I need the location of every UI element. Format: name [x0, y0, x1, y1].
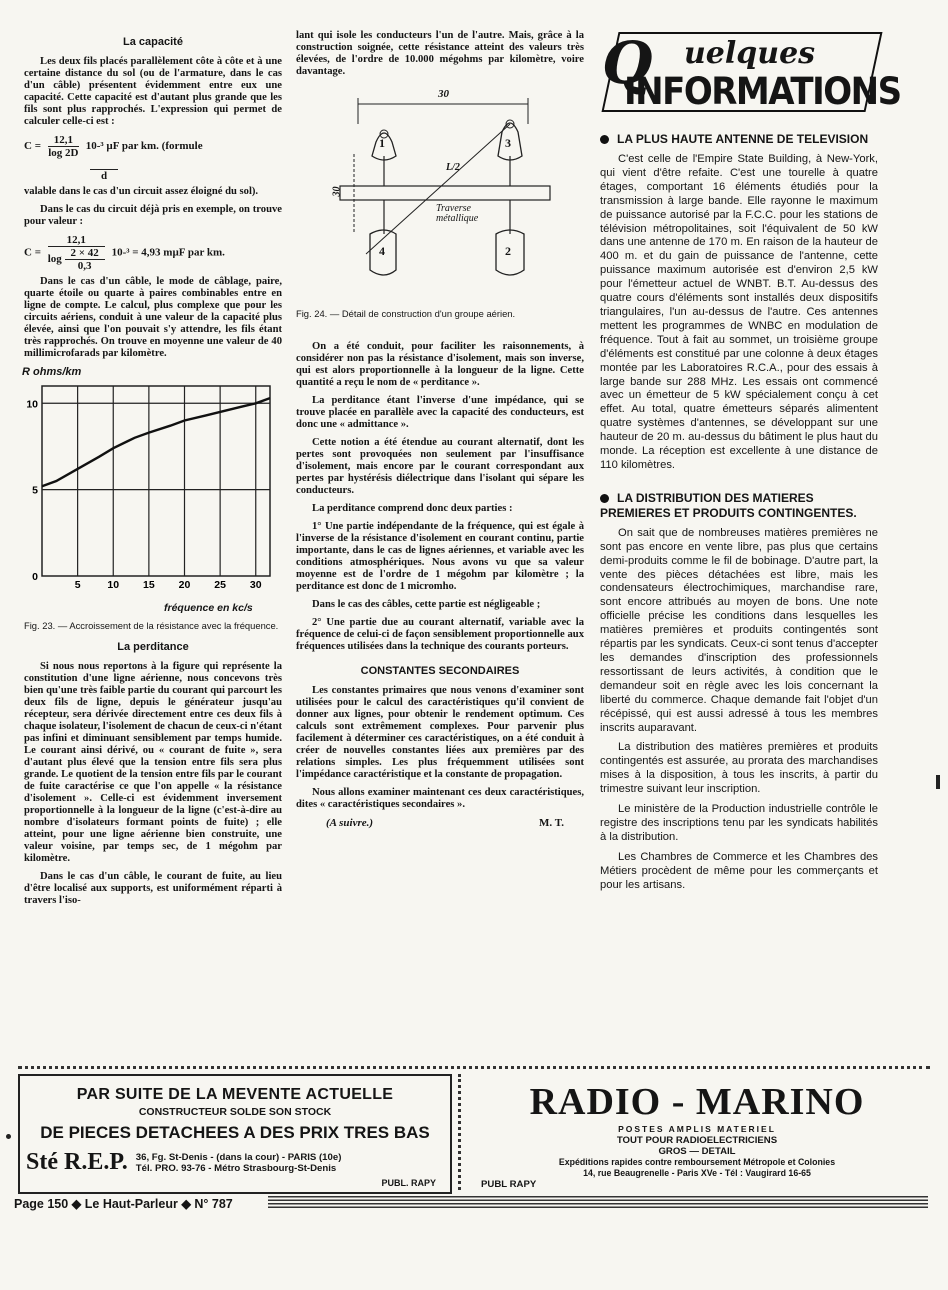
paragraph: valable dans le cas d'un circuit assez éloigné du sol). [24, 186, 259, 197]
chart-svg [24, 366, 282, 616]
y-tick-label: 10 [26, 398, 38, 411]
ad-radio-marino: RADIO - MARINO POSTES AMPLIS MATERIEL TOUT POUR RADIOELECTRICIENS GROS — DETAIL Expéditions rapides contre remboursement Métropole et Colonies 14, rue Beaugrenelle - Paris XVe - Tél : Vaugirard 16-65 PUBL RAPY [458, 1074, 933, 1190]
plot-frame [42, 386, 270, 576]
edge-mark [936, 775, 940, 789]
dotted-separator [18, 1066, 930, 1069]
series-line [42, 398, 270, 486]
y-tick-label: 0 [32, 571, 38, 583]
paragraph: Cette notion a été étendue au courant alternatif, dont les pertes sont provoquées non seulement par l'insuffisance d'isolement, mais encore par le courant correspondant aux pertes par hystérésis diélectrique dans l'isolant qui sépare les conducteurs. [296, 437, 584, 496]
resistance-graph [24, 366, 282, 616]
ad-rep: PAR SUITE DE LA MEVENTE ACTUELLE CONSTRUCTEUR SOLDE SON STOCK DE PIECES DETACHEES A DES PRIX TRES BAS Sté R.E.P. 36, Fg. St-Denis - (dans la cour) - PARIS (10e) Tél. PRO. 93-76 - Métro Strasbourg-St-Denis PUBL. RAPY [18, 1074, 452, 1194]
paragraph: Les Chambres de Commerce et les Chambres des Métiers procèdent de même pour les commerçants et pour les artisans. [600, 850, 878, 891]
formula-2: C = 12,1 log $\frac{2 \times 42}{0,3}$ 10-³ = 4,93 mµF par km. [24, 234, 225, 272]
column-1 [24, 30, 282, 913]
column-3 [600, 29, 901, 899]
x-tick-label: 15 [143, 579, 155, 591]
bullet-icon [600, 135, 609, 144]
paragraph: La perditance étant l'inverse d'une impédance, qui se trouve placée en parallèle avec la capacité des conducteurs, est donc une « admittance ». [296, 395, 584, 430]
heading-capacity: La capacité [123, 36, 183, 48]
paragraph: 2° Une partie due au courant alternatif, variable avec la fréquence de celui-ci de façon sensiblement proportionnelle aux fréquences utilisées dans la technique des courants porteurs. [296, 617, 584, 652]
paragraph: Le ministère de la Production industrielle contrôle le registre des inscriptions tenu par les syndicats habilités à la distribution. [600, 803, 878, 843]
bullet-icon [600, 494, 609, 503]
paragraph: 1° Une partie indépendante de la fréquence, qui est égale à l'inverse de la résistance d'isolement en courant continu, partie importante, dans le cas de lignes aériennes, et variable avec les conditions atmosphériques. Nous avons vu que sa valeur moyenne est de l'ordre de 1 mégohm par kilomètre ; la perditance est donc de 1 micromho. [296, 521, 584, 592]
section-title: LA PLUS HAUTE ANTENNE DE TELEVISION [600, 132, 878, 147]
paragraph: On a été conduit, pour faciliter les raisonnements, à considérer non pas la résistance d'isolement, mais son inverse, qui est alors proportionnelle à la longueur de la ligne. Cette quantité a reçu le nom de « perditance ». [296, 341, 584, 388]
x-tick-label: 10 [107, 579, 120, 591]
article-end: (A suivre.) M. T. [326, 817, 564, 829]
graph-xlabel: fréquence en kc/s [164, 602, 253, 614]
paragraph: La distribution des matières premières et produits contingentés est assurée, au prorata des marchandises mises à la disposition, à tous les inscrits, à partir du trimestre suivant leur inscription. [600, 741, 878, 796]
heading-perditances: La perditance [117, 641, 189, 653]
paragraph: lant qui isole les conducteurs l'un de l'autre. Mais, grâce à la construction soignée, cette résistance atteint des valeurs très élevées, de l'ordre de 10.000 mégohms par kilomètre, voire davantage. [296, 30, 584, 77]
y-tick-label: 5 [32, 484, 38, 497]
footer-rules [268, 1196, 928, 1210]
paragraph: La perditance comprend donc deux parties : [312, 503, 513, 514]
paragraph: Les constantes primaires que nous venons d'examiner sont utilisées pour le calcul des caractéristiques qu'il convient de donner aux lignes, pour obtenir le rendement optimum. Ces calculs sont extrêmement complexes. Pour parvenir plus facilement à déterminer ces caractéristiques, on a été conduit à créer de nouvelles constantes liées aux premières par des relations simples. Les plus fréquemment utilisées sont l'impédance caractéristique et la constante de propagation. [296, 685, 584, 780]
fig23-caption: Fig. 23. — Accroissement de la résistance avec la fréquence. [24, 620, 279, 631]
x-tick-label: 25 [214, 579, 226, 591]
x-tick-label: 20 [178, 579, 191, 591]
paragraph: On sait que de nombreuses matières premières ne sont pas encore en vente libre, pas plus que certains demi-produits comme le fil de bobinage. D'autre part, la vente des pièces détachées est libre, mais les condensateurs électrochimiques, marchandise rare, sont encore attribués au moyen de bons. Une note officielle précise les conditions dans lesquelles les matières premières et produits contingentés sont répartis par les syndicats. Ceux-ci sont tenus d'accepter les demandes d'inscription des professionnels ressortissant de leurs activités, à condition que le demandeur soit en règle avec les lois concernant la liberté du commerce. Chaque demande fait l'objet d'un récépissé, qui est aussi adressé à tous les membres inscrits auparavant. [600, 526, 878, 734]
paragraph: Si nous nous reportons à la figure qui représente la constitution d'une ligne aérienne, nous concevons très bien qu'une très faible partie du courant qui parcourt les deux fils de ligne, depuis le générateur jusqu'au récepteur, sera dérivée directement entre ces deux fils à chaque isolateur, l'isolement de chacun de ceux-ci n'étant pas infini et diminuant sensiblement par temps humide. Le courant ainsi dérivé, ou « courant de fuite », sera d'autant plus élevé que la tension entre fils sera plus grande. Le quotient de la tension entre fils par le courant de fuite caractérise ce que l'on appelle « la résistance d'isolement ». Celle-ci est évidemment inversement proportionnelle à la longueur de la ligne (c'est-à-dire au nombre d'isolateurs formant points de fuite) ; elle atteint, pour une ligne aérienne bien construite, une valeur voisine, par temps sec, de 1 mégohm par kilomètre. [24, 661, 282, 864]
column-2 [296, 30, 584, 829]
fig24-caption: Fig. 24. — Détail de construction d'un groupe aérien. [296, 308, 516, 319]
page-footer: Page 150 ◆ Le Haut-Parleur ◆ N° 787 [14, 1197, 233, 1211]
paragraph: C'est celle de l'Empire State Building, à New-York, qui vient d'être refaite. C'est une tourelle à quatre étages, comportant 16 éléments étudiés pour la transmission à large bande. Elle rayonne le maximum de puissance autorisé par la F.C.C. pour les stations de télévision métropolitaines, soit l'équivalent de 50 kW dans une antenne de 170 m. En raison de la hauteur de 400 m. et du gain de puissance de l'antenne, cette puissance maximum autorisée est d'environ 2,5 kW pour l'émetteur actuel de WNBT. B.T. Au-dessus des quatre cours d'éléments sont installés deux dispositifs triangulaires, l'un au-dessus de l'autre. Ces antennes mettent les programmes de WNBC en modulation de fréquence. Tout à fait au sommet, un troisième groupe d'éléments est constitué par une colonne à deux étages montée par les Laboratoires R.C.A., pour des essais à large bande sur 288 MHz. Les essais ont commencé avec un émetteur de 5 kW spécialement conçu à cet effet. Au total, quatre émetteurs séparés alimentent quatre systèmes d'antennes, se développant sur une hauteur de 20 m. au-dessus du bâtiment le plus haut du monde. La réception est excellente à une distance de 110 kilomètres. [600, 153, 878, 471]
paragraph: Les deux fils placés parallèlement côte à côte et à une certaine distance du sol (ou de l'armature, dans le cas d'un câble) présentent évidemment entre eux une capacité. Cette capacité est d'autant plus grande que les fils sont plus rapprochés. L'expression qui permet de calculer celle-ci est : [24, 56, 282, 127]
paragraph: Dans le cas d'un câble, le mode de câblage, paire, quarte étoile ou quarte à paires combinables entre en ligne de compte. Le calcul, plus complexe que pour les circuits aériens, conduit à une valeur de la capacité plus élevée, ainsi que l'on pouvait s'y attendre, les fils étant très rapprochés. On trouve en moyenne une valeur de 40 millimicrofarads par kilomètre. [24, 276, 282, 359]
graph-ylabel: R ohms/km [22, 366, 82, 378]
edge-mark [6, 1134, 11, 1139]
paragraph: Dans le cas du circuit déjà pris en exemple, on trouve pour valeur : [24, 204, 282, 227]
heading-constantes: CONSTANTES SECONDAIRES [360, 665, 520, 677]
paragraph: Dans le cas des câbles, cette partie est négligeable ; [312, 599, 541, 610]
traverse-bar [340, 186, 550, 200]
diagonal [366, 124, 510, 254]
x-tick-label: 30 [249, 579, 262, 591]
paragraph: Nous allons examiner maintenant ces deux caractéristiques, dites « caractéristiques secondaires ». [296, 787, 584, 810]
paragraph: Dans le cas d'un câble, le courant de fuite, au lieu d'être localisé aux supports, est uniformément réparti à travers l'iso- [24, 871, 282, 906]
x-tick-label: 5 [74, 579, 81, 591]
section-title: LA DISTRIBUTION DES MATIERES PREMIERES ET PRODUITS CONTINGENTES. [600, 490, 857, 520]
quelques-informations-logo: Q uelques INFORMATIONS [602, 29, 901, 114]
fig24-diagram: 30 30 L/2 Traverse métallique 1 3 4 2 [296, 84, 584, 304]
formula-1: C = $\frac{12,1}{\log 2D}$ 10-³ µF par km. (formule d [24, 134, 203, 182]
